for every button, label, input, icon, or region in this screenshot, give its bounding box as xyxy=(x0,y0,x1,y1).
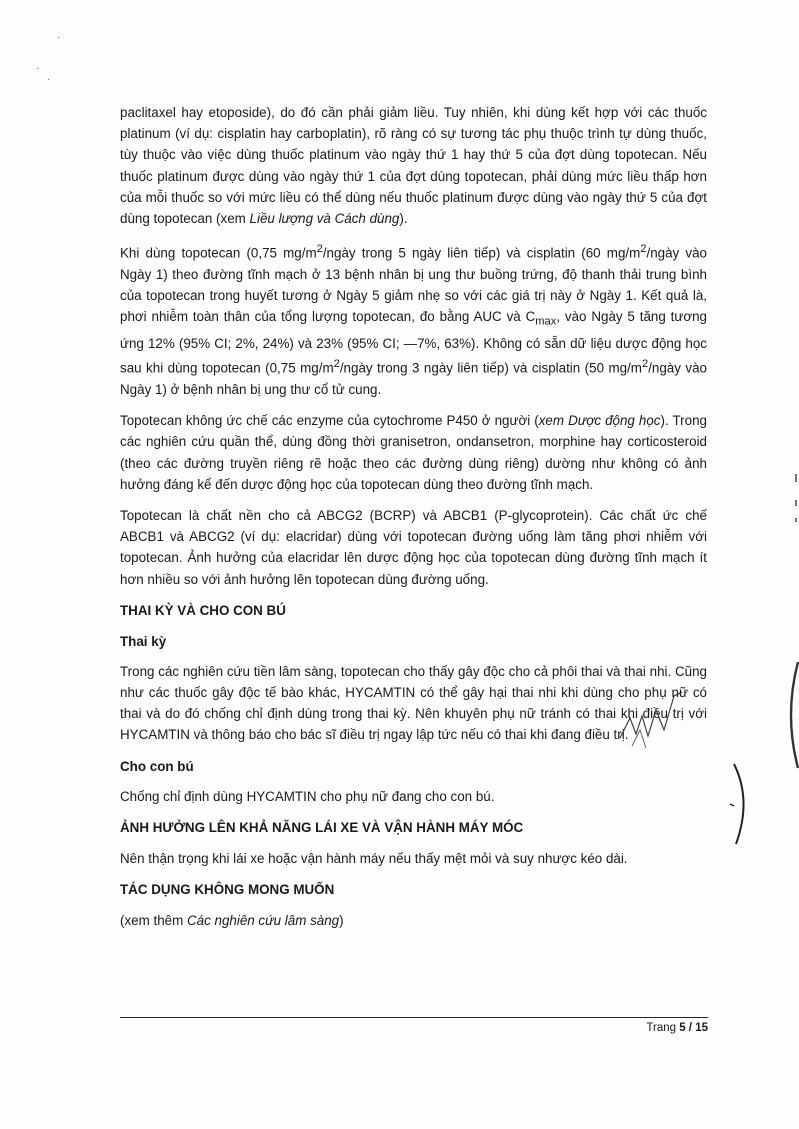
stamp-edge-mark xyxy=(782,660,799,770)
edge-tick-mark xyxy=(788,470,799,530)
cross-reference: xem Dược động học xyxy=(538,413,661,429)
cross-reference: Liều lượng và Cách dùng xyxy=(249,211,400,227)
paragraph-cytochrome: Topotecan không ức chế các enzyme của cytochrome P450 ở người (xem Dược động học). Trong các nghiên cứu quần thể, dùng đồng thời granisetron, ondansetron, morphine hay corticosteroid (theo các đường truyền riêng rẽ hoặc theo các đường dùng riêng) dường như không có ảnh hưởng đáng kể đến dược động học của topotecan dùng theo đường tĩnh mạch. xyxy=(120,413,707,492)
paragraph-pregnancy: Trong các nghiên cứu tiền lâm sàng, topotecan cho thấy gây độc cho cả phôi thai và thai nhi. Cũng như các thuốc gây độc tế bào khác, HYCAMTIN có thể gây hại thai nhi khi dùng cho phụ nữ có thai và do đó chống chỉ định dùng trong thai kỳ. Nên khuyên phụ nữ tránh có thai khi điều trị với HYCAMTIN và thông báo cho bác sĩ điều trị ngay lập tức nếu có thai khi đang điều trị. xyxy=(120,663,707,743)
page-footer xyxy=(120,1022,708,1034)
paragraph-abcg2: Topotecan là chất nền cho cả ABCG2 (BCRP) và ABCB1 (P-glycoprotein). Các chất ức chế ABCB1 và ABCG2 (ví dụ: elacridar) dùng với topotecan đường uống làm tăng phơi nhiễm với topotecan. Ảnh hưởng của elacridar lên dược động học của topotecan dùng đường tĩnh mạch ít hơn nhiều so với ảnh hưởng lên topotecan dùng đường uống. xyxy=(120,508,707,587)
scan-speck: · xyxy=(47,74,51,85)
paragraph-cisplatin-pk: Khi dùng topotecan (0,75 $mg/m^2$/ngày trong 5 ngày liên tiếp) và cisplatin (60 $mg/m^2$/ngày vào Ngày 1) theo đường tĩnh mạch ở 13 bệnh nhân bị ung thư buồng trứng, độ thanh thải trung bình của topotecan trong huyết tương ở Ngày 5 giảm nhẹ so với các giá trị này ở Ngày 1. Kết quả là, phơi nhiễm toàn thân của tổng lượng topotecan, đo bằng AUC và $C_{max}$, vào Ngày 5 tăng tương ứng 12% (95% CI; 2%, 24%) và 23% (95% CI; —7%, 63%). Không có sẵn dữ liệu dược động học sau khi dùng topotecan (0,75 $mg/m^2$/ngày trong 3 ngày liên tiếp) và cisplatin (50 $mg/m^2$/ngày vào Ngày 1) ở bệnh nhân bị ung thư cổ tử cung. xyxy=(120,243,707,398)
section-heading-adverse-effects: TÁC DỤNG KHÔNG MONG MUỐN xyxy=(120,882,335,898)
margin-bracket-mark xyxy=(728,760,758,850)
subheading-pregnancy: Thai kỳ xyxy=(120,633,167,649)
scan-speck: · xyxy=(36,63,40,74)
handwritten-signature-mark xyxy=(612,690,692,760)
cross-reference: Các nghiên cứu lâm sàng xyxy=(186,913,340,929)
paragraph-driving: Nên thận trọng khi lái xe hoặc vận hành máy nếu thấy mệt mỏi và suy nhược kéo dài. xyxy=(120,850,628,866)
paragraph-interaction-platinum: paclitaxel hay etoposide), do đó cần phải giảm liều. Tuy nhiên, khi dùng kết hợp với các thuốc platinum (ví dụ: cisplatin hay carboplatin), rõ ràng có sự tương tác phụ thuộc trình tự dùng thuốc, tùy thuộc vào việc dùng thuốc platinum vào ngày thứ 1 hay thứ 5 của đợt dùng topotecan. Nếu thuốc platinum được dùng vào ngày thứ 1 của đợt dùng topotecan, phải dùng mức liều thấp hơn của mỗi thuốc so với mức liều có thể dùng nếu thuốc platinum được dùng vào ngày thứ 5 của đợt dùng topotecan (xem Liều lượng và Cách dùng). xyxy=(120,105,707,227)
scan-speck: · xyxy=(57,32,61,43)
paragraph-breastfeeding: Chống chỉ định dùng HYCAMTIN cho phụ nữ đang cho con bú. xyxy=(120,788,495,804)
section-heading-driving: ẢNH HƯỞNG LÊN KHẢ NĂNG LÁI XE VÀ VẬN HÀNH MÁY MÓC xyxy=(120,819,524,835)
document-body xyxy=(120,102,707,941)
section-heading-pregnancy: THAI KỲ VÀ CHO CON BÚ xyxy=(120,602,286,618)
page-label: Trang xyxy=(646,1022,680,1034)
paragraph-adverse-effects: (xem thêm Các nghiên cứu lâm sàng) xyxy=(120,913,344,929)
footer-divider xyxy=(120,1017,708,1018)
subheading-breastfeeding: Cho con bú xyxy=(120,758,194,774)
page-number: 5 / 15 xyxy=(679,1022,708,1034)
